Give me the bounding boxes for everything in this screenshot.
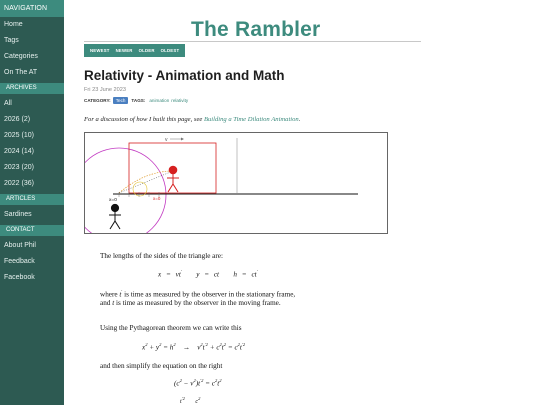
intro-prefix: For a discussion of how I built this page, see [84, 116, 204, 123]
equation-fraction-partial: $t^{'2}$ $c^2$ [180, 396, 201, 405]
velocity-arrowhead [181, 138, 184, 141]
pager-newest-button[interactable]: NEWEST [90, 48, 110, 53]
category-label: CATEGORY: [84, 98, 111, 103]
sidebar-contact-facebook[interactable]: Facebook [4, 274, 35, 281]
pager [84, 44, 185, 57]
sidebar-item-on-the-at[interactable]: On The AT [4, 69, 38, 76]
pager-newer-button[interactable]: NEWER [115, 48, 133, 53]
sidebar-contact-header: CONTACT [0, 225, 64, 236]
sidebar-item-categories[interactable]: Categories [4, 53, 38, 60]
intro-link[interactable]: Building a Time Dilation Animation [203, 116, 299, 123]
intro-suffix: . [298, 116, 301, 123]
paragraph-pythagorean: Using the Pythagorean theorem we can write this [100, 324, 242, 332]
intro-paragraph [84, 116, 300, 123]
sidebar-contact-about[interactable]: About Phil [4, 242, 36, 249]
sidebar-item-tags[interactable]: Tags [4, 37, 19, 44]
title-divider [84, 41, 421, 42]
animation-canvas [84, 132, 388, 234]
pager-oldest-button[interactable]: OLDEST [160, 48, 180, 53]
site-title[interactable]: The Rambler [191, 18, 321, 41]
origin-label: x=0 [109, 198, 117, 203]
stationary-observer [109, 204, 121, 229]
sidebar-article-sardines[interactable]: Sardines [4, 211, 32, 218]
moving-observer [167, 166, 179, 192]
sidebar-archives-header: ARCHIVES [0, 83, 64, 94]
tags-label: TAGS: [131, 98, 146, 103]
post-date: Fri 23 June 2023 [84, 87, 126, 93]
paragraph-simplify: and then simplify the equation on the right [100, 362, 223, 370]
sidebar-archive-2023[interactable]: 2023 (20) [4, 164, 34, 171]
category-badge[interactable]: Tech [113, 97, 129, 104]
sidebar-articles-header: ARTICLES [0, 194, 64, 205]
paragraph-triangle-sides: The lengths of the sides of the triangle are: [100, 252, 223, 260]
sidebar-archive-2025[interactable]: 2025 (10) [4, 132, 34, 139]
tag-relativity[interactable]: relativity [171, 98, 189, 103]
hypotenuse-dashed [119, 171, 173, 193]
time-dilation-diagram [85, 133, 388, 234]
post-meta [84, 97, 188, 104]
sidebar [0, 0, 64, 405]
velocity-label: v [165, 137, 168, 143]
equation-simplified: $(c^2 - v^2)t^{'2} = c^2t^2$ [174, 378, 222, 388]
sidebar-archive-2026[interactable]: 2026 (2) [4, 116, 31, 123]
moving-origin-label: x=0 [153, 196, 161, 201]
sidebar-navigation-header: NAVIGATION [0, 0, 64, 17]
paragraph-time-definitions: where t′ is time as measured by the observer in the stationary frame, and t is time as measured by the observer in the moving frame. [100, 289, 296, 308]
pager-older-button[interactable]: OLDER [138, 48, 155, 53]
equation-sides: x = vt′ y = ct h = ct′ [158, 269, 258, 279]
main-content [64, 0, 540, 405]
light-path-dotted [119, 171, 173, 193]
sidebar-archive-all[interactable]: All [4, 100, 12, 107]
sidebar-contact-feedback[interactable]: Feedback [4, 258, 35, 265]
sidebar-item-home[interactable]: Home [4, 21, 23, 28]
light-circle [85, 148, 166, 234]
equation-pythagorean: $x^2 + y^2 = h^2$ → $v^2t^{'2} + c^2t^2 = c^2t^{'2}$ [142, 342, 246, 352]
tag-animation[interactable]: animation [149, 98, 170, 103]
post-title: Relativity - Animation and Math [84, 68, 285, 83]
sidebar-archive-2022[interactable]: 2022 (36) [4, 180, 34, 187]
sidebar-archive-2024[interactable]: 2024 (14) [4, 148, 34, 155]
